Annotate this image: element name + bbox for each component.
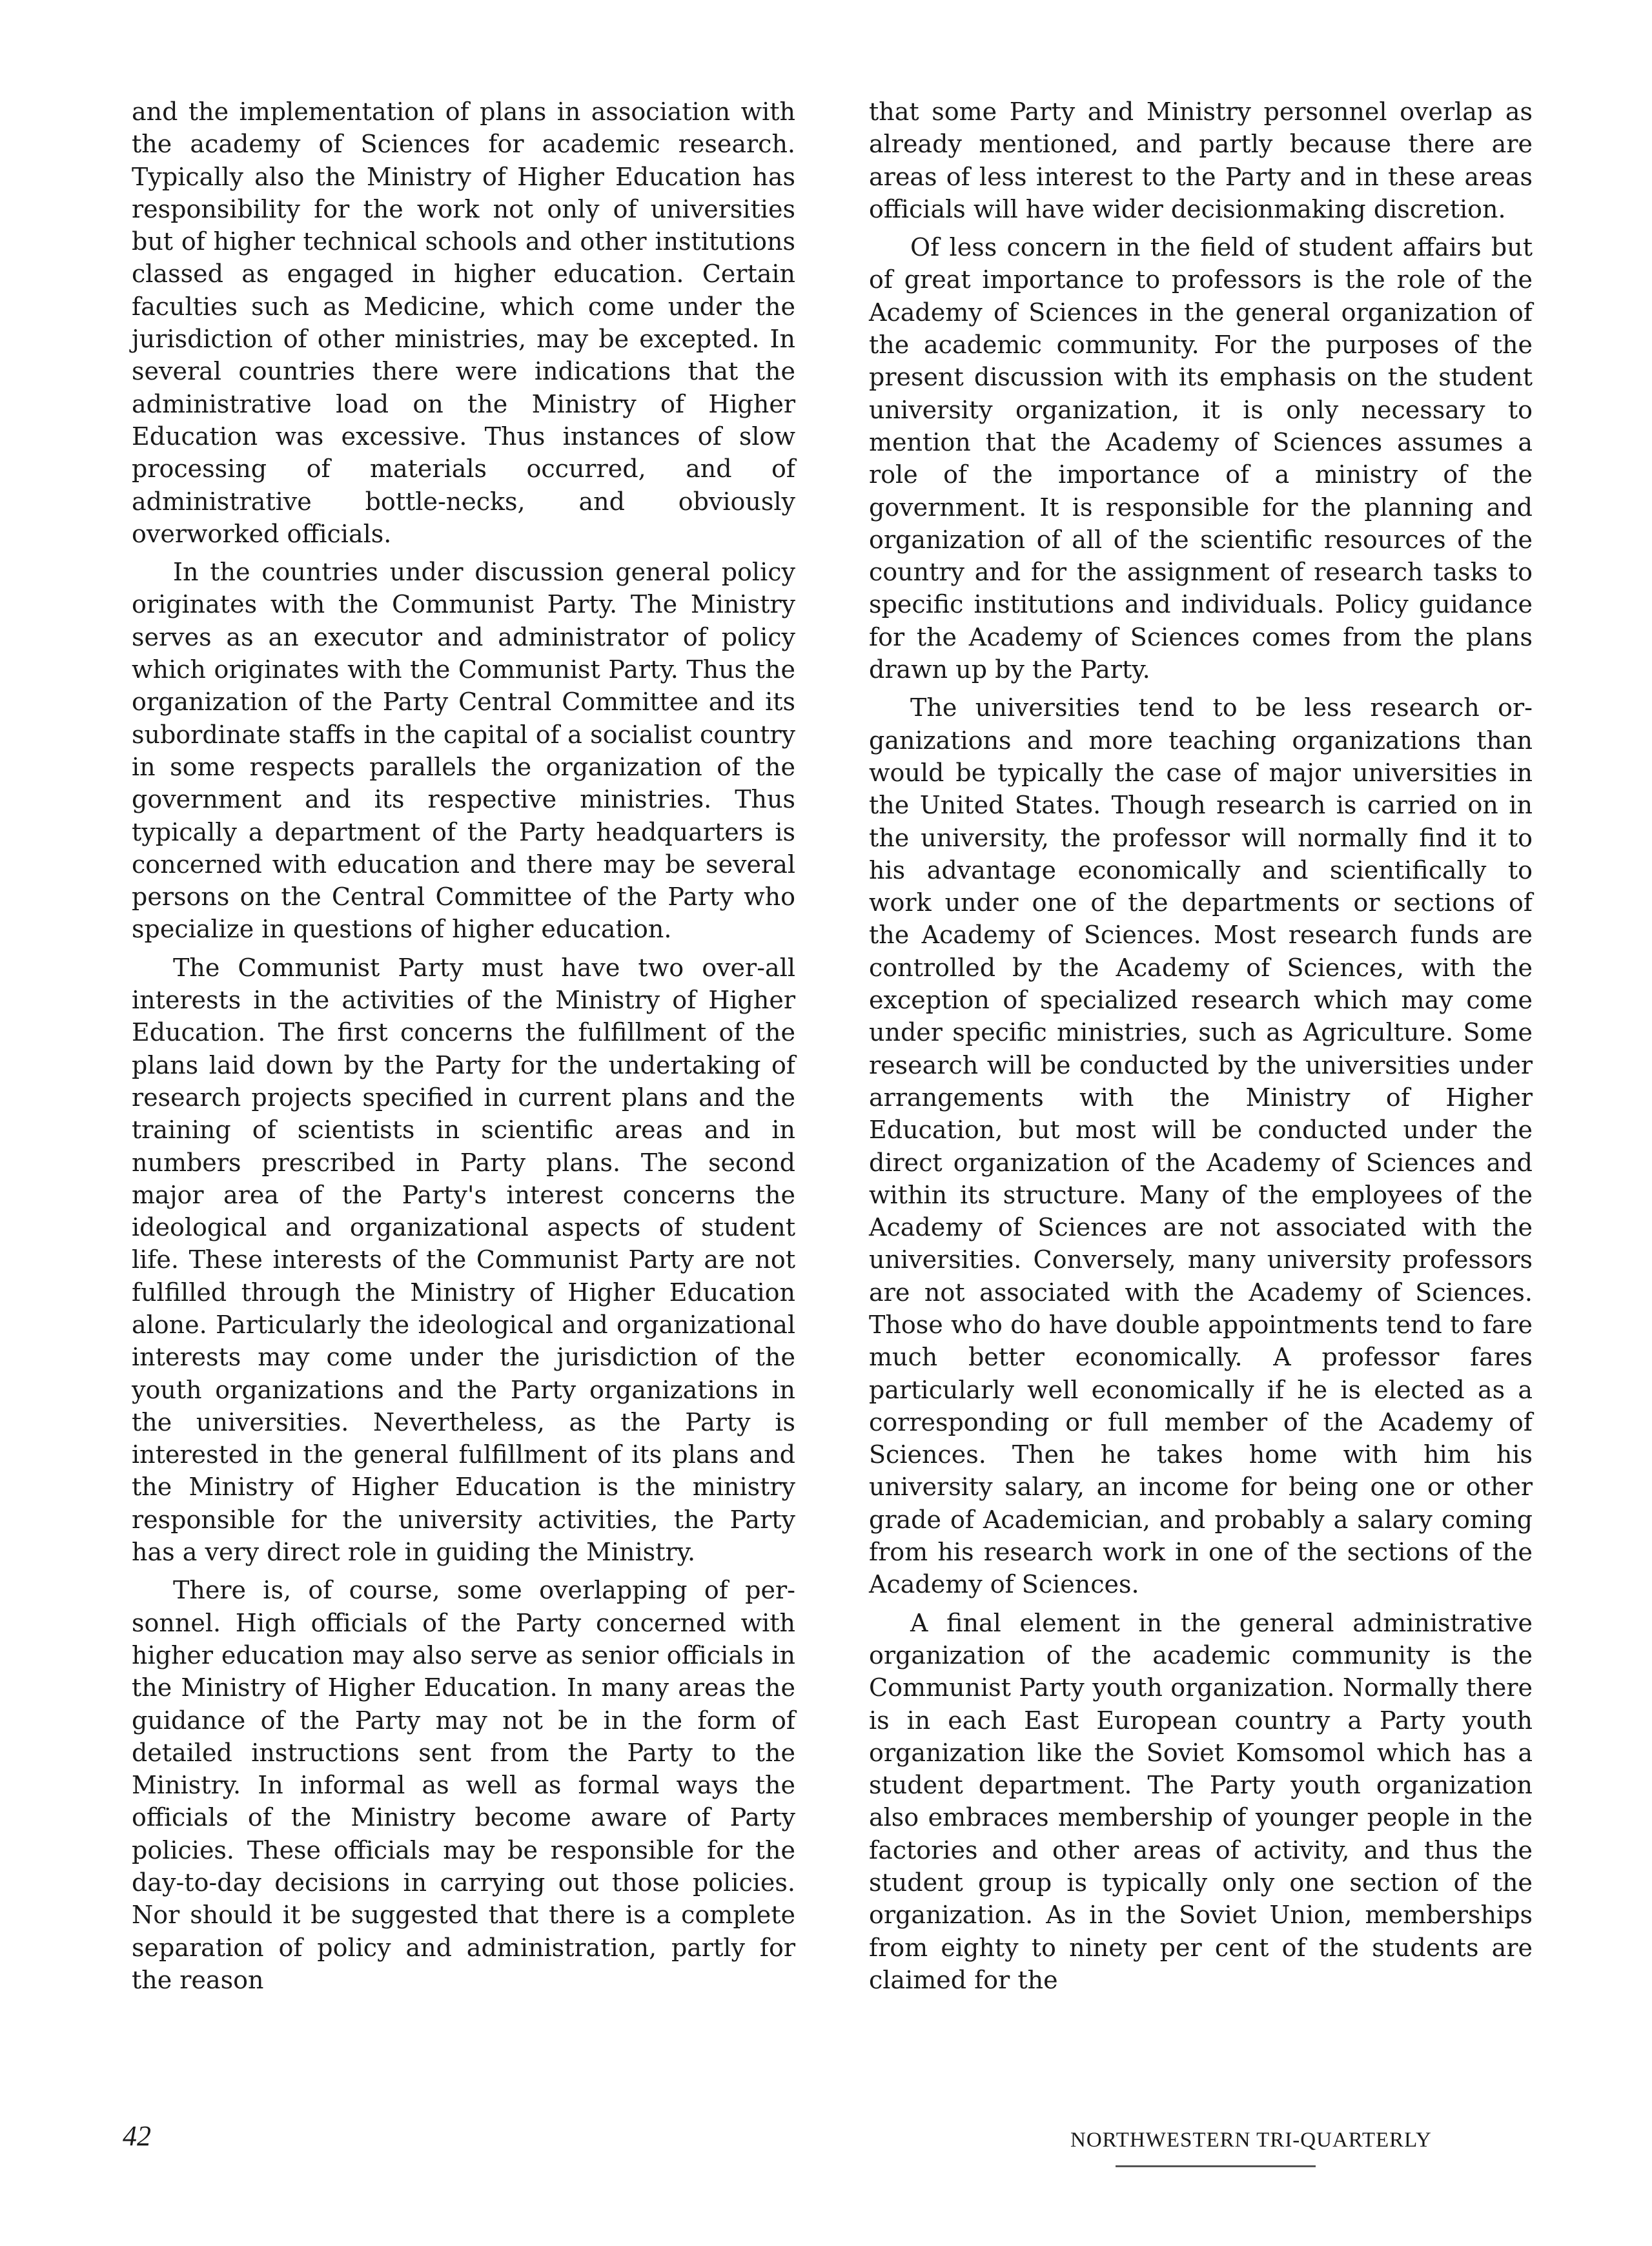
paragraph: There is, of course, some overlapping of personnel. High officials of the Party concerned with higher education may also serve as senior officials in the Ministry of Higher Education. In many areas the guidance of the Party may not be in the form of detailed instructions sent from the Party to the Ministry. In informal as well as formal ways the officials of the Ministry become aware of Party policies. These officials may be responsible for the day-to-day decisions in carrying out those policies. Nor should it be suggested that there is a complete separation of policy and administration, partly for the reason — [132, 1576, 795, 1994]
left-column — [132, 96, 795, 2002]
paragraph: A final element in the general administrative organization of the academic community is the Communist Party youth organization. Normally there is in each East European country a Party youth organization like the Soviet Komsomol which has a student department. The Party youth organization also embraces membership of younger people in the factories and other areas of activity, and thus the student group is typically only one section of the organization. As in the Soviet Union, memberships from eighty to ninety per cent of the students are claimed for the — [869, 1608, 1533, 1994]
page-number: 42 — [123, 2120, 151, 2152]
paragraph: and the implementation of plans in association with the academy of Sciences for academic research. Typically also the Ministry of Higher Education has responsibility for the work not only of universities but of higher technical schools and other institutions classed as engaged in higher education. Certain faculties such as Medicine, which come under the jurisdiction of other ministries, may be excepted. In several countries there were indications that the administrative load on the Ministry of Higher Education was excessive. Thus instances of slow processing of materials occurred, and of administrative bottle-necks, and obviously overworked officials. — [132, 97, 795, 548]
paragraph: that some Party and Ministry personnel overlap as already mentioned, and partly because there are areas of less interest to the Party and in these areas officials will have wider decisionmaking discretion. — [869, 97, 1533, 223]
paragraph: Of less concern in the field of student affairs but of great importance to professors is the role of the Academy of Sciences in the general organization of the academic community. For the purposes of the present discussion with its emphasis on the student university organization, it is only necessary to mention that the Academy of Sciences assumes a role of the importance of a ministry of the government. It is responsible for the planning and organization of all of the scientific resources of the country and for the assignment of research tasks to specific institutions and individuals. Policy guidance for the Academy of Sciences comes from the plans drawn up by the Party. — [869, 233, 1533, 684]
right-column — [869, 96, 1533, 2002]
paragraph: In the countries under discussion general policy originates with the Communist Party. The Ministry serves as an executor and administrator of policy which originates with the Communist Party. Thus the organization of the Party Central Committee and its subordinate staffs in the capital of a socialist country in some respects parallels the organization of the government and its respective ministries. Thus typically a department of the Party headquarters is concerned with education and there may be several persons on the Central Committee of the Party who specialize in questions of higher education. — [132, 558, 795, 944]
paragraph: The Communist Party must have two over-all interests in the activities of the Ministry of Higher Education. The first concerns the fulfillment of the plans laid down by the Party for the undertaking of research projects specified in current plans and the training of scientists in scientific areas and in numbers prescribed in Party plans. The second major area of the Party's interest concerns the ideological and organizational aspects of student life. These interests of the Communist Party are not fulfilled through the Ministry of Higher Education alone. Particularly the ideological and organizational interests may come under the jurisdiction of the youth organizations and the Party organizations in the universities. Nevertheless, as the Party is interested in the general fulfillment of its plans and the Ministry of Higher Education is the ministry responsible for the university activities, the Party has a very direct role in guiding the Ministry. — [132, 953, 795, 1567]
paragraph: The universities tend to be less research organizations and more teaching organizations than would be typically the case of major universities in the United States. Though research is carried on in the university, the professor will normally find it to his advantage economically and scientifically to work under one of the departments or sections of the Academy of Sciences. Most research funds are controlled by the Academy of Sciences, with the exception of specialized research which may come under specific ministries, such as Agriculture. Some research will be conducted by the universities under arrangements with the Ministry of Higher Education, but most will be conducted under the direct organization of the Academy of Sciences and within its structure. Many of the employees of the Academy of Sciences are not associated with the universities. Conversely, many university professors are not associated with the Academy of Sciences. Those who do have double appointments tend to fare much better economically. A professor fares particularly well economically if he is elected as a corresponding or full member of the Academy of Sciences. Then he takes home with him his university salary, an income for being one or other grade of Academician, and probably a salary coming from his research work in one of the sections of the Academy of Sciences. — [869, 693, 1533, 1599]
footer-rule — [1116, 2165, 1316, 2167]
running-footer: NORTHWESTERN TRI-QUARTERLY — [1070, 2129, 1432, 2152]
